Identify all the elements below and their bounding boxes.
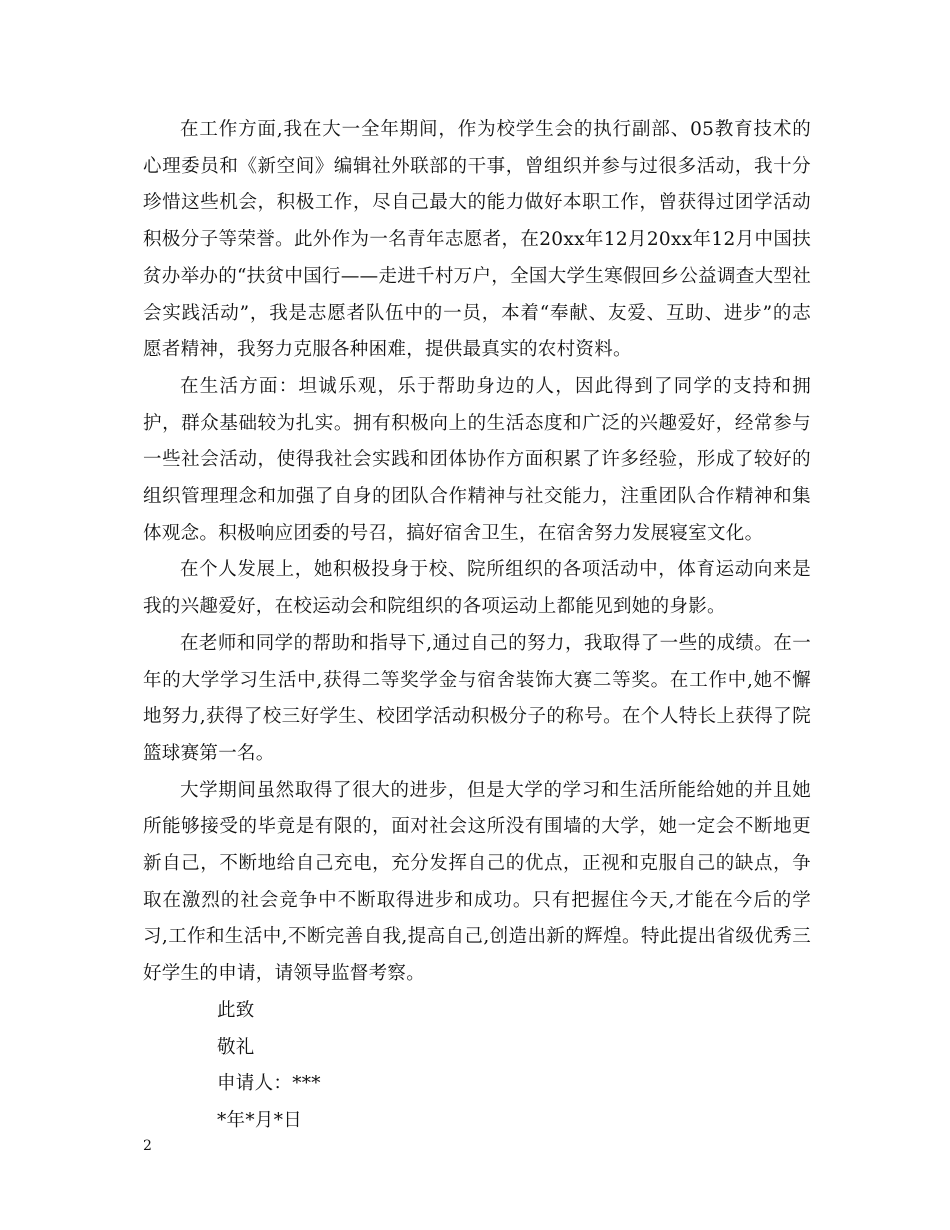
letter-body [143, 112, 811, 1140]
letter-closing [143, 993, 811, 1140]
paragraph-conclusion: 大学期间虽然取得了很大的进步，但是大学的学习和生活所能给她的并且她所能够接受的毕竟是有限的，面对社会这所没有围墙的大学，她一定会不断地更新自己，不断地给自己充电，充分发挥自己的优点，正视和克服自己的缺点，争取在激烈的社会竞争中不断取得进步和成功。只有把握住今天,才能在今后的学习,工作和生活中,不断完善自我,提高自己,创造出新的辉煌。特此提出省级优秀三好学生的申请，请领导监督考察。 [143, 779, 811, 985]
page-number: 2 [143, 1138, 152, 1154]
letter-date: *年*月*日 [217, 1109, 303, 1131]
applicant-signature: 申请人：*** [217, 1073, 321, 1095]
paragraph-life: 在生活方面：坦诚乐观，乐于帮助身边的人，因此得到了同学的支持和拥护，群众基础较为扎实。拥有积极向上的生活态度和广泛的兴趣爱好，经常参与一些社会活动，使得我社会实践和团体协作方面积累了许多经验，形成了较好的组织管理理念和加强了自身的团队合作精神与社交能力，注重团队合作精神和集体观念。积极响应团委的号召，搞好宿舍卫生，在宿舍努力发展寝室文化。 [143, 375, 811, 544]
paragraph-work: 在工作方面,我在大一全年期间，作为校学生会的执行副部、05教育技术的心理委员和《新空间》编辑社外联部的干事，曾组织并参与过很多活动，我十分珍惜这些机会，积极工作，尽自己最大的能力做好本职工作，曾获得过团学活动积极分子等荣誉。此外作为一名青年志愿者，在20xx年12月20xx年12月中国扶贫办举办的“扶贫中国行——走进千村万户，全国大学生寒假回乡公益调查大型社会实践活动”，我是志愿者队伍中的一员，本着“奉献、友爱、互助、进步”的志愿者精神，我努力克服各种困难，提供最真实的农村资料。 [143, 119, 811, 361]
paragraph-achievements: 在老师和同学的帮助和指导下,通过自己的努力，我取得了一些的成绩。在一年的大学学习生活中,获得二等奖学金与宿舍装饰大赛二等奖。在工作中,她不懈地努力,获得了校三好学生、校团学活动积极分子的称号。在个人特长上获得了院篮球赛第一名。 [143, 632, 811, 764]
closing-salute: 敬礼 [217, 1036, 255, 1058]
paragraph-personal-development: 在个人发展上，她积极投身于校、院所组织的各项活动中，体育运动向来是我的兴趣爱好，在校运动会和院组织的各项运动上都能见到她的身影。 [143, 559, 811, 618]
closing-greeting: 此致 [217, 999, 255, 1021]
